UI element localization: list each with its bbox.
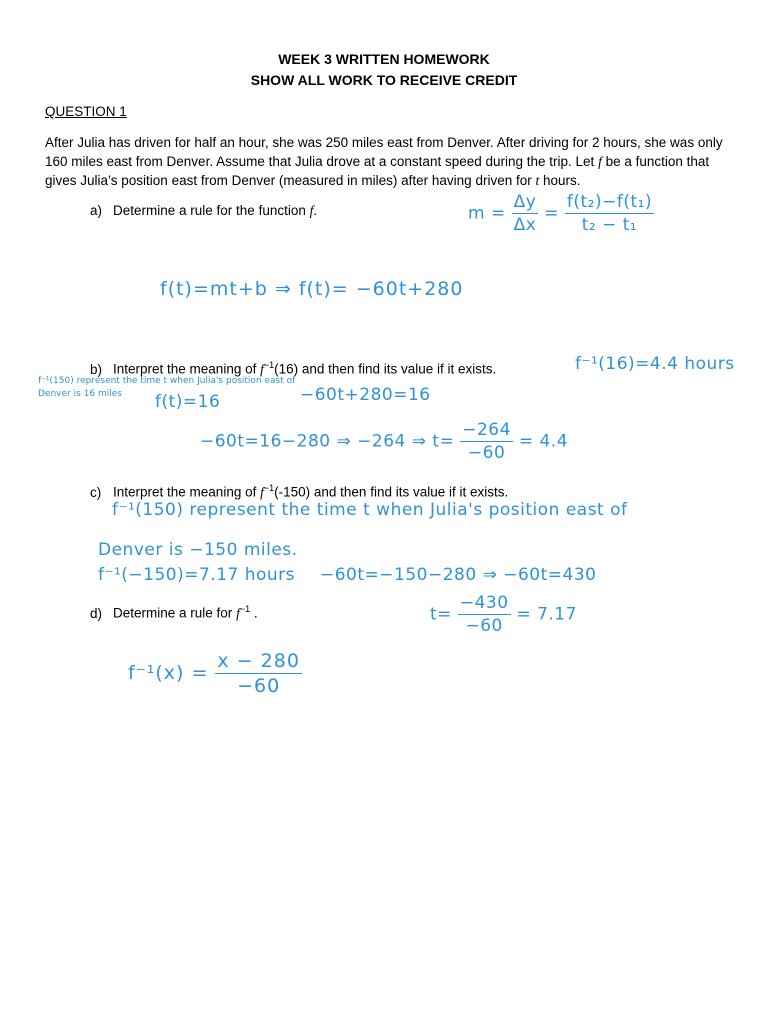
handwritten-b-answer: f⁻¹(16)=4.4 hours <box>575 354 735 374</box>
handwritten-b-equation: −60t+280=16 <box>300 385 431 405</box>
part-c-prompt: c) Interpret the meaning of $f^{-1}(-150)$ and then find its value if it exists. <box>90 483 509 500</box>
handwritten-c-equation: −60t=−150−280 ⇒ −60t=430 <box>320 565 597 585</box>
handwritten-b-solve: −60t=16−280 ⇒ −264 ⇒ t= $\frac{-264}{-60}$ = 4.4 <box>200 420 569 463</box>
handwritten-b-interpretation: f⁻¹(150) represent the time t when Julia's position east of Denver is 16 miles <box>38 376 296 399</box>
page-title: WEEK 3 WRITTEN HOMEWORK <box>278 51 490 67</box>
handwritten-rule-answer: f(t)=mt+b ⇒ f(t)= −60t+280 <box>160 278 464 300</box>
part-b-prompt: b) Interpret the meaning of $f^{-1}(16)$ and then find its value if it exists. <box>90 360 497 377</box>
handwritten-slope-formula: m = $\frac{\Delta y}{\Delta x}$ = $\frac{\text{f(t₂)−f(t₁)}}{\text{t₂ − t₁}}$ <box>468 192 653 235</box>
part-a-prompt: a) Determine a rule for the function f. <box>90 203 318 218</box>
handwritten-c-interpretation-1: f⁻¹(150) represent the time t when Julia's position east of <box>112 500 628 520</box>
handwritten-b-setup: f(t)=16 <box>155 392 221 412</box>
handwritten-inverse-rule: f⁻¹(x) = $\frac{x - 280}{-60}$ <box>128 650 300 697</box>
problem-statement: After Julia has driven for half an hour, she was 250 miles east from Denver. After driving for 2 hours, she was only 160 miles east from Denver. Assume that Julia drove at a constant speed during the trip. Let f be a function that gives Julia’s position east from Denver (measured in miles) after having driven for t hours. <box>45 135 723 188</box>
handwritten-c-answer: f⁻¹(−150)=7.17 hours <box>98 565 296 585</box>
question-label: QUESTION 1 <box>45 104 127 119</box>
handwritten-c-solve: t= $\frac{-430}{-60}$ = 7.17 <box>430 593 577 636</box>
page-subtitle: SHOW ALL WORK TO RECEIVE CREDIT <box>250 72 518 88</box>
part-d-prompt: d) Determine a rule for $f^{-1}$ . <box>90 604 258 621</box>
handwritten-c-interpretation-2: Denver is −150 miles. <box>98 540 298 560</box>
